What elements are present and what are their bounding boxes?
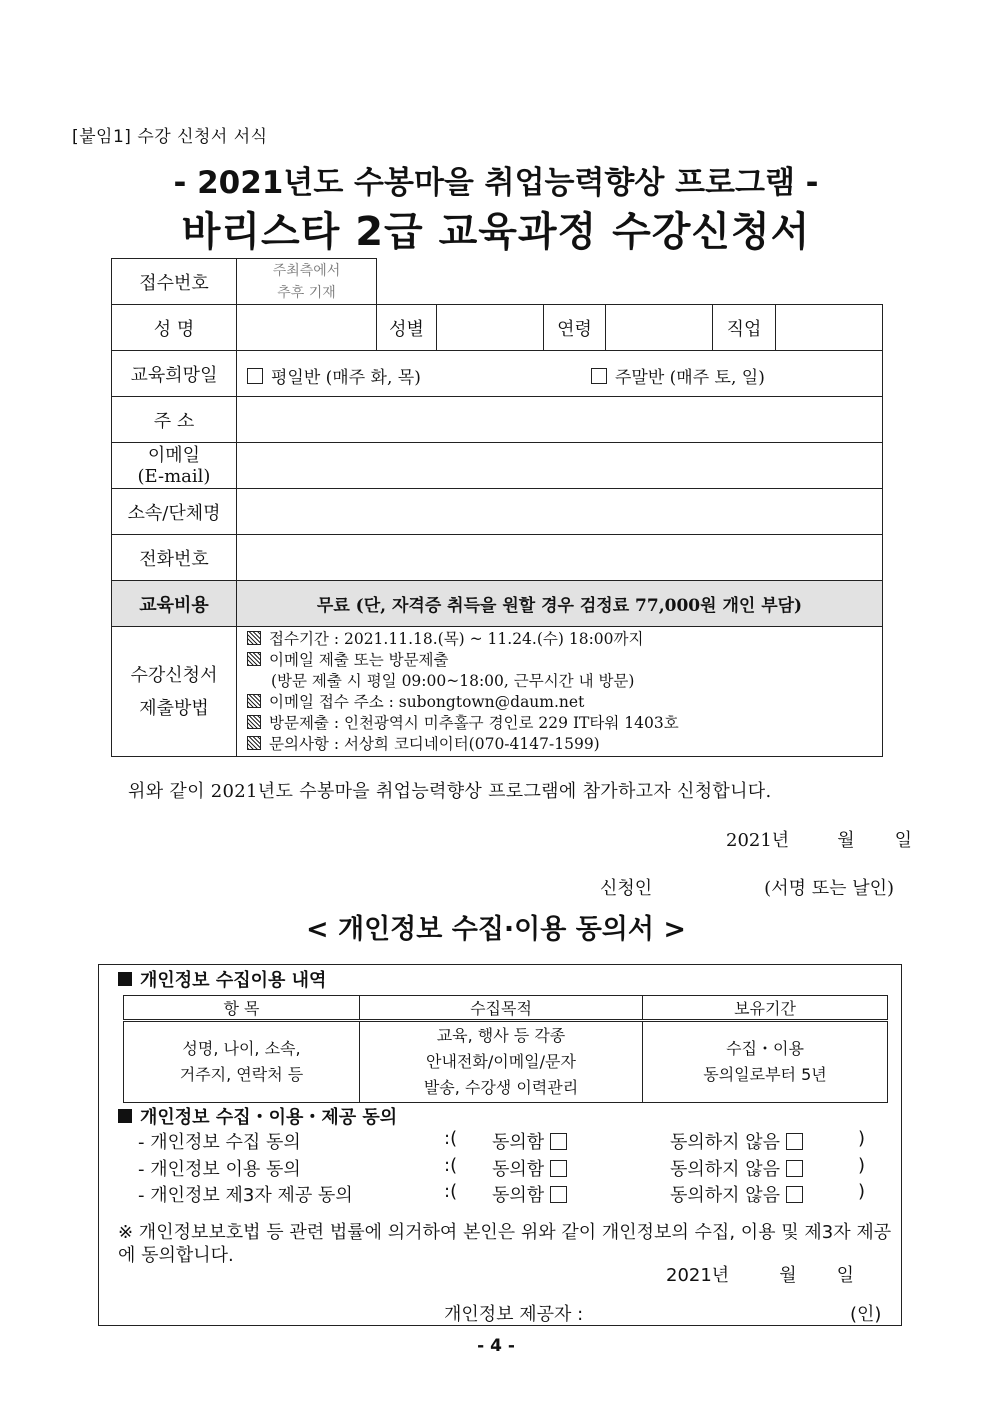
section-title: 개인정보 수집이용 내역 (140, 970, 327, 991)
table-header-row (124, 996, 888, 1021)
phone-label: 전화번호 (112, 535, 237, 581)
submission-label-line: 제출방법 (139, 697, 209, 719)
fee-label: 교육비용 (112, 581, 237, 627)
fee-value: 무료 (단, 자격증 취득을 원할 경우 검정료 77,000원 개인 부담) (237, 581, 883, 627)
weekend-checkbox[interactable] (591, 368, 607, 384)
age-field[interactable] (606, 305, 713, 351)
preferred-day-row (112, 351, 883, 397)
items-cell (124, 1021, 360, 1103)
submission-line: 문의사항 : 서상희 코디네이터(070-4147-1599) (269, 734, 600, 753)
provider-label: 개인정보 제공자 : (444, 1304, 584, 1325)
preferred-day-label: 교육희망일 (112, 351, 237, 397)
disagree-label: 동의하지 않음 (670, 1132, 781, 1153)
submission-line: 이메일 제출 또는 방문제출 (269, 650, 449, 669)
job-label: 직업 (713, 305, 776, 351)
submission-details (237, 627, 883, 757)
hatch-bullet-icon (247, 736, 261, 750)
gender-field[interactable] (437, 305, 544, 351)
square-bullet-icon (118, 972, 132, 986)
affiliation-row (112, 489, 883, 535)
weekday-option-label: 평일반 (매주 화, 목) (271, 368, 421, 388)
attachment-label: [붙임1] 수강 신청서 서식 (72, 127, 268, 147)
date-year: 2021년 (666, 1265, 730, 1286)
agree-option[interactable] (492, 1155, 567, 1181)
name-label: 성 명 (112, 305, 237, 351)
agree-checkbox[interactable] (550, 1186, 567, 1203)
name-row (112, 305, 883, 351)
submission-line: 방문제출 : 인천광역시 미추홀구 경인로 229 IT타워 1403호 (269, 713, 679, 732)
agree-label: 동의함 (492, 1159, 545, 1180)
phone-field[interactable] (237, 535, 883, 581)
submission-label (112, 627, 237, 757)
receipt-label: 접수번호 (112, 259, 237, 305)
law-notice: ※ 개인정보보호법 등 관련 법률에 의거하여 본인은 위와 같이 개인정보의 수집, 이용 및 제3자 제공에 동의합니다. (118, 1222, 892, 1266)
items-line: 성명, 나이, 소속, (182, 1039, 301, 1058)
receipt-note-line: 추후 기재 (277, 284, 336, 301)
gender-label: 성별 (377, 305, 437, 351)
retention-line: 수집・이용 (726, 1039, 804, 1058)
provider-seal: (인) (850, 1304, 882, 1325)
disagree-option[interactable] (670, 1181, 803, 1207)
disagree-label: 동의하지 않음 (670, 1185, 781, 1206)
submission-email-line[interactable]: 이메일 접수 주소 : subongtown@daum.net (269, 692, 585, 711)
purpose-cell (360, 1021, 643, 1103)
blank-cell (377, 259, 883, 305)
colon-paren: :( (444, 1128, 458, 1149)
purpose-line: 안내전화/이메일/문자 (426, 1052, 576, 1071)
close-paren: ) (858, 1128, 866, 1149)
disagree-checkbox[interactable] (786, 1160, 803, 1177)
agree-label: 동의함 (492, 1132, 545, 1153)
agree-checkbox[interactable] (550, 1133, 567, 1150)
email-row (112, 443, 883, 489)
agree-option[interactable] (492, 1181, 567, 1207)
colon-paren: :( (444, 1155, 458, 1176)
pledge-text: 위와 같이 2021년도 수봉마을 취업능력향상 프로그램에 참가하고자 신청합니다. (128, 781, 772, 802)
email-field[interactable] (237, 443, 883, 489)
hatch-bullet-icon (247, 715, 261, 729)
application-form-table (111, 258, 883, 757)
hatch-bullet-icon (247, 652, 261, 666)
column-header: 항 목 (124, 996, 360, 1021)
disagree-checkbox[interactable] (786, 1186, 803, 1203)
date-day: 일 (836, 1265, 854, 1286)
email-label (112, 443, 237, 489)
address-label: 주 소 (112, 397, 237, 443)
consent-date (666, 1261, 854, 1287)
phone-row (112, 535, 883, 581)
signature-note: (서명 또는 날인) (764, 878, 894, 899)
date-month: 월 (837, 830, 855, 851)
column-header: 보유기간 (643, 996, 888, 1021)
affiliation-label: 소속/단체명 (112, 489, 237, 535)
email-label-line: 이메일 (147, 444, 201, 466)
consent-row-label: - 개인정보 수집 동의 (138, 1132, 301, 1153)
email-label-line: (E-mail) (137, 465, 211, 487)
weekday-option[interactable] (247, 363, 421, 388)
retention-line: 동의일로부터 5년 (703, 1065, 827, 1084)
form-title: 바리스타 2급 교육과정 수강신청서 (181, 209, 811, 255)
disagree-checkbox[interactable] (786, 1133, 803, 1150)
submission-line: 접수기간 : 2021.11.18.(목) ~ 11.24.(수) 18:00까지 (269, 629, 644, 648)
consent-title: < 개인정보 수집·이용 동의서 > (305, 914, 686, 945)
receipt-note (237, 259, 377, 305)
receipt-row (112, 259, 883, 305)
purpose-line: 발송, 수강생 이력관리 (423, 1078, 579, 1097)
hatch-bullet-icon (247, 631, 261, 645)
date-day: 일 (894, 830, 912, 851)
agree-checkbox[interactable] (550, 1160, 567, 1177)
consent-row-label: - 개인정보 제3자 제공 동의 (138, 1185, 353, 1206)
disagree-option[interactable] (670, 1155, 803, 1181)
close-paren: ) (858, 1181, 866, 1202)
colon-paren: :( (444, 1181, 458, 1202)
application-date (726, 826, 912, 852)
weekday-checkbox[interactable] (247, 368, 263, 384)
section-title: 개인정보 수집・이용・제공 동의 (140, 1107, 398, 1128)
job-field[interactable] (776, 305, 883, 351)
submission-line: (방문 제출 시 평일 09:00~18:00, 근무시간 내 방문) (271, 671, 635, 690)
submission-label-line: 수강신청서 (130, 664, 218, 686)
items-line: 거주지, 연락처 등 (179, 1065, 304, 1084)
disagree-label: 동의하지 않음 (670, 1159, 781, 1180)
hatch-bullet-icon (247, 694, 261, 708)
receipt-note-line: 주최측에서 (272, 262, 341, 279)
collection-table (123, 995, 888, 1103)
submission-row (112, 627, 883, 757)
affiliation-field[interactable] (237, 489, 883, 535)
preferred-day-options (237, 351, 883, 397)
column-header: 수집목적 (360, 996, 643, 1021)
address-field[interactable] (237, 397, 883, 443)
weekend-option-label: 주말반 (매주 토, 일) (615, 368, 765, 388)
table-row (124, 1021, 888, 1103)
agree-option[interactable] (492, 1128, 567, 1154)
close-paren: ) (858, 1155, 866, 1176)
weekend-option[interactable] (591, 363, 765, 388)
disagree-option[interactable] (670, 1128, 803, 1154)
retention-cell (643, 1021, 888, 1103)
address-row (112, 397, 883, 443)
program-title: - 2021년도 수봉마을 취업능력향상 프로그램 - (173, 165, 819, 201)
section-consent (118, 1103, 397, 1129)
consent-row-label: - 개인정보 이용 동의 (138, 1159, 301, 1180)
purpose-line: 교육, 행사 등 각종 (436, 1026, 566, 1045)
date-month: 월 (779, 1265, 797, 1286)
square-bullet-icon (118, 1109, 132, 1123)
applicant-signature (600, 874, 894, 900)
page-number: - 4 - (477, 1336, 515, 1356)
age-label: 연령 (544, 305, 606, 351)
applicant-label: 신청인 (600, 878, 653, 899)
fee-row (112, 581, 883, 627)
date-year: 2021년 (726, 830, 790, 851)
agree-label: 동의함 (492, 1185, 545, 1206)
section-collection-details (118, 966, 326, 992)
name-field[interactable] (237, 305, 377, 351)
